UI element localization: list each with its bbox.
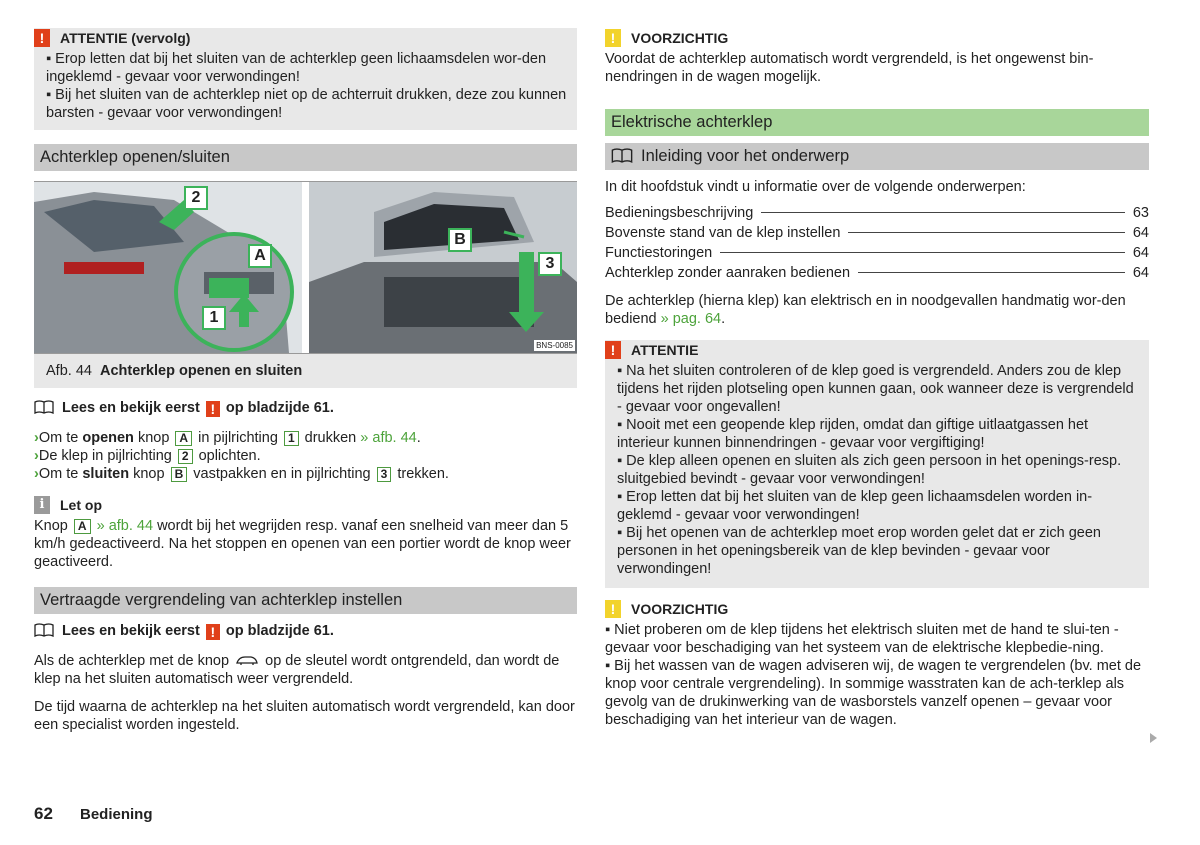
figure-code: BNS-0085 — [536, 341, 573, 350]
figure-tailgate — [34, 181, 577, 354]
warning-box-continued — [34, 28, 577, 130]
note-box — [34, 495, 577, 571]
warning-title: ATTENTIE — [631, 342, 699, 358]
right-column — [605, 28, 1149, 729]
warning-item: ▪ Bij het sluiten van de achterklep niet op de achterruit drukken, deze zou kunnen barsten - gevaar voor verwondingen! — [46, 87, 567, 121]
figure-label-1: 1 — [202, 306, 226, 330]
warning-item: ▪ Erop letten dat bij het sluiten van de achterklep geen lichaamsdelen wor-den ingeklemd - gevaar voor verwondingen! — [46, 51, 547, 85]
next-page-arrow-icon — [1150, 733, 1157, 743]
section-title-open-close: Achterklep openen/sluiten — [34, 144, 577, 171]
read-first-note: Lees en bekijk eerst ! op bladzijde 61. — [34, 399, 577, 417]
steps-list — [34, 429, 577, 483]
section-title-delayed-lock: Vertraagde vergrendeling van achterklep instellen — [34, 587, 577, 614]
intro-text: In dit hoofdstuk vindt u informatie over de volgende onderwerpen: — [605, 179, 1026, 195]
warning-list — [605, 362, 1139, 578]
topic-row[interactable]: Functiestoringen 64 — [605, 245, 1149, 261]
note-text: Knop A » afb. 44 wordt bij het wegrijden resp. vanaf een snelheid van meer dan 5 km/h gedeactiveerd. Na het stoppen en openen van een portier wordt de knop weer geactiveerd. — [34, 518, 571, 570]
caution-header — [605, 599, 1149, 619]
warning-item: ▪ Na het sluiten controleren of de klep goed is vergrendeld. Anders zou de klep tijdens het rijden plotseling open kunnen gaan, ook wanneer deze is vergrendeld - gevaar voor ongevallen! — [617, 363, 1134, 415]
caution-item: ▪ Niet proberen om de klep tijdens het elektrisch sluiten met de hand te slui-ten - gevaar voor beschadiging van het systeem van de elektrische klepbedie-ning. — [605, 622, 1119, 656]
caution-title: VOORZICHTIG — [631, 601, 729, 617]
warning-list — [34, 50, 567, 122]
warning-icon: ! — [206, 624, 220, 640]
topic-row[interactable]: Bedieningsbeschrijving 63 — [605, 205, 1149, 221]
step-item: ›Om te openen knop A in pijlrichting 1 drukken » afb. 44. — [34, 430, 421, 446]
warning-item: ▪ Erop letten dat bij het sluiten van de klep geen lichaamsdelen worden in-geklemd - gevaar voor verwondingen! — [617, 489, 1093, 523]
warning-title: ATTENTIE (vervolg) — [60, 30, 191, 46]
figure-caption — [34, 354, 577, 388]
topic-row[interactable]: Achterklep zonder aanraken bedienen 64 — [605, 265, 1149, 281]
step-item: ›Om te sluiten knop B vastpakken en in pijlrichting 3 trekken. — [34, 466, 449, 482]
footer-section: Bediening — [80, 806, 153, 823]
step-item: ›De klep in pijlrichting 2 oplichten. — [34, 448, 261, 464]
caution-title: VOORZICHTIG — [631, 30, 729, 46]
caution-icon: ! — [605, 600, 621, 618]
chapter-title: Elektrische achterklep — [605, 109, 1149, 136]
warning-item: ▪ Bij het openen van de achterklep moet erop worden gelet dat er zich geen personen in het openingsbereik van de klep bevinden - gevaar voor verwondingen! — [617, 525, 1101, 577]
paragraph-delay: De tijd waarna de achterklep na het sluiten automatisch wordt vergrendeld, kan door een specialist worden ingesteld. — [34, 699, 575, 733]
key-3: 3 — [377, 467, 392, 482]
info-icon: i — [34, 496, 50, 514]
warning-item: ▪ De klep alleen openen en sluiten als zich geen persoon in het openings-resp. sluitgebied bevindt - gevaar voor verwondingen! — [617, 453, 1122, 487]
caution-item: ▪ Bij het wassen van de wagen adviseren wij, de wagen te vergrendelen (bv. met de knop voor centrale vergrendeling). In sommige wasstraten kan de ach-terklep als gevolg van de drukinwerking van de wasborstels vanzelf openen – gevaar voor beschadiging van het interieur van de wagen. — [605, 658, 1142, 728]
paragraph-unlock: Als de achterklep met de knop op de sleutel wordt ontgrendeld, dan wordt de klep na het sluiten automatisch weer vergrendeld. — [34, 653, 560, 687]
caution-text: Voordat de achterklep automatisch wordt vergrendeld, is het ongewenst bin-nendringen in de wagen mogelijk. — [605, 51, 1094, 85]
book-icon — [611, 148, 633, 163]
key-2: 2 — [178, 449, 193, 464]
read-first-note: Lees en bekijk eerst ! op bladzijde 61. — [34, 622, 577, 640]
note-title: Let op — [60, 497, 102, 513]
chevron-icon: › — [34, 448, 39, 464]
warning-icon: ! — [34, 29, 50, 47]
warning-header — [34, 28, 567, 48]
figure-label-B: B — [448, 228, 472, 252]
figure-link[interactable]: » afb. 44 — [96, 518, 154, 534]
key-1: 1 — [284, 431, 299, 446]
tailgate-illustration — [34, 182, 577, 353]
key-B: B — [171, 467, 188, 482]
chevron-icon: › — [34, 466, 39, 482]
figure-link[interactable]: » afb. 44 — [360, 430, 417, 446]
key-A: A — [74, 519, 91, 534]
caption-prefix: Afb. 44 — [46, 363, 92, 379]
book-icon — [34, 623, 54, 637]
warning-icon: ! — [605, 341, 621, 359]
note-header — [34, 495, 577, 515]
warning-box — [605, 340, 1149, 588]
page-number: 62 — [34, 804, 53, 823]
paragraph-operation: De achterklep (hierna klep) kan elektrisch en in noodgevallen handmatig wor-den bediend » pag. 64. — [605, 293, 1126, 327]
caption-title: Achterklep openen en sluiten — [99, 363, 303, 379]
chevron-icon: › — [34, 430, 39, 446]
caution-box — [605, 599, 1149, 729]
caution-header — [605, 28, 1149, 48]
warning-item: ▪ Nooit met een geopende klep rijden, omdat dan giftige uitlaatgassen het interieur kunnen binnendringen - gevaar voor vergiftiging! — [617, 417, 1089, 451]
page-link[interactable]: » pag. 64 — [660, 311, 722, 327]
caution-box — [605, 28, 1149, 86]
left-column — [34, 28, 577, 734]
figure-label-3: 3 — [538, 252, 562, 276]
warning-icon: ! — [206, 401, 220, 417]
key-A: A — [175, 431, 192, 446]
warning-header — [605, 340, 1139, 360]
intro-title: Inleiding voor het onderwerp — [605, 143, 1149, 170]
tailgate-key-icon — [235, 654, 259, 666]
topic-row[interactable]: Bovenste stand van de klep instellen 64 — [605, 225, 1149, 241]
figure-label-2: 2 — [184, 186, 208, 210]
book-icon — [34, 400, 54, 414]
topic-list — [605, 204, 1149, 284]
figure-label-A: A — [248, 244, 272, 268]
caution-icon: ! — [605, 29, 621, 47]
